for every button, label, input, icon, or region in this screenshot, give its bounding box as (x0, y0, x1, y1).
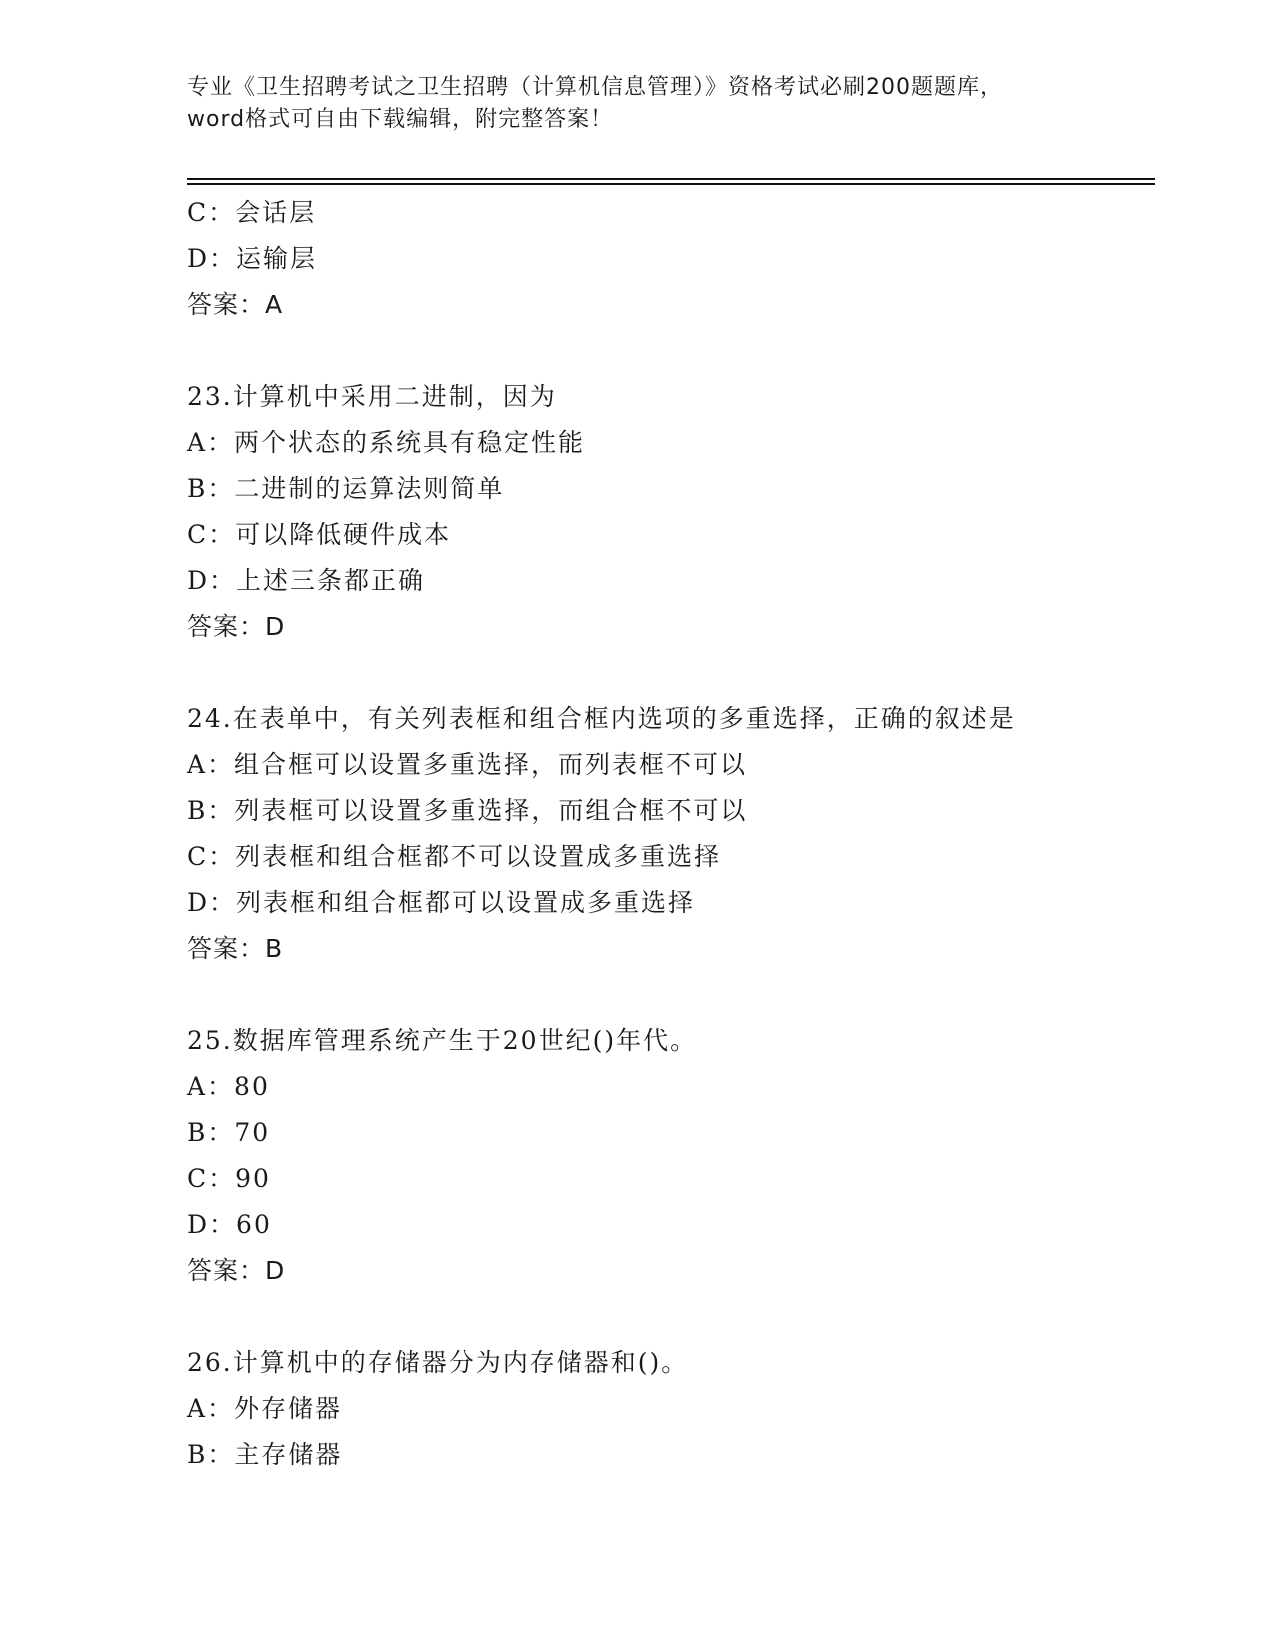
question-line: C：列表框和组合框都不可以设置成多重选择 (187, 842, 722, 871)
blank-spacer (187, 650, 1147, 696)
question-line: 26.计算机中的存储器分为内存储器和()。 (187, 1348, 689, 1377)
blank-spacer (187, 972, 1147, 1018)
answer-line: 答案：D (187, 1256, 286, 1285)
question-line: B：列表框可以设置多重选择，而组合框不可以 (187, 796, 748, 825)
blank-spacer (187, 1294, 1147, 1340)
question-line: C：90 (187, 1164, 271, 1193)
question-line: D：列表框和组合框都可以设置成多重选择 (187, 888, 696, 917)
answer-line: 答案：D (187, 612, 286, 641)
answer-line: 答案：B (187, 934, 284, 963)
question-line: B：二进制的运算法则简单 (187, 474, 505, 503)
question-line: A：外存储器 (187, 1394, 343, 1423)
question-line: C：会话层 (187, 198, 317, 227)
question-line: D：60 (187, 1210, 272, 1239)
question-line: C：可以降低硬件成本 (187, 520, 452, 549)
question-line: B：70 (187, 1118, 271, 1147)
header-rule-bottom (187, 183, 1155, 185)
header-title-line-1: 专业《卫生招聘考试之卫生招聘（计算机信息管理）》资格考试必刷200题题库， (187, 75, 1003, 100)
question-list (187, 190, 1147, 1478)
question-line: 25.数据库管理系统产生于20世纪()年代。 (187, 1026, 698, 1055)
header-rule-top (187, 178, 1155, 180)
question-line: D：上述三条都正确 (187, 566, 426, 595)
question-line: A：组合框可以设置多重选择，而列表框不可以 (187, 750, 748, 779)
question-line: 23.计算机中采用二进制，因为 (187, 382, 557, 411)
document-header (187, 72, 1107, 136)
header-title-line-2: word格式可自由下载编辑，附完整答案！ (187, 107, 614, 132)
question-line: A：两个状态的系统具有稳定性能 (187, 428, 586, 457)
answer-line: 答案：A (187, 290, 284, 319)
blank-spacer (187, 328, 1147, 374)
question-line: A：80 (187, 1072, 270, 1101)
question-line: 24.在表单中，有关列表框和组合框内选项的多重选择，正确的叙述是 (187, 704, 1016, 733)
question-line: B：主存储器 (187, 1440, 343, 1469)
question-line: D：运输层 (187, 244, 318, 273)
